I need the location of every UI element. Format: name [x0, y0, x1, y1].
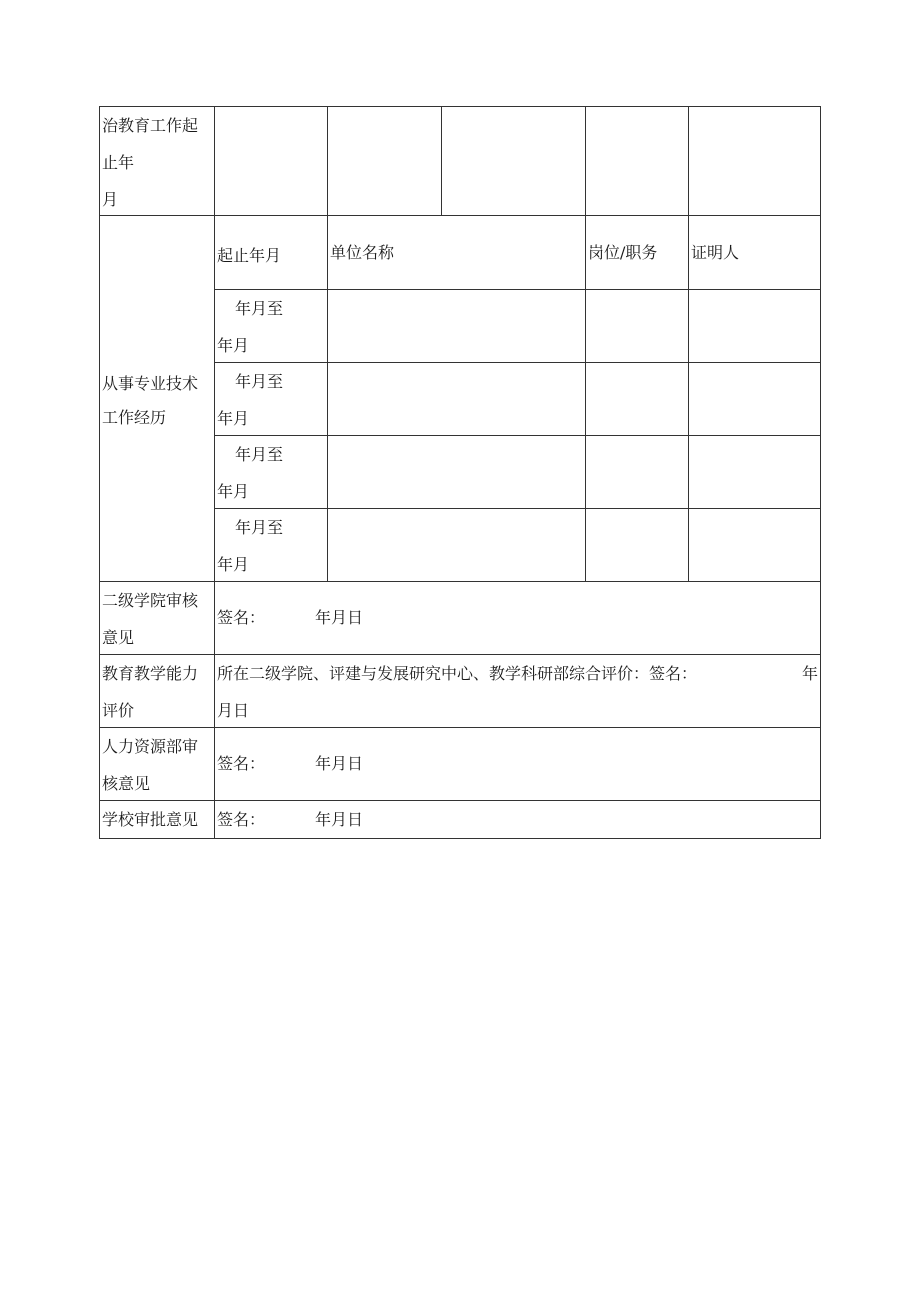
entry-4-unit[interactable]: [327, 508, 586, 582]
hr-review-date: 年月日: [315, 754, 364, 773]
college-review-sign-label: 签名：: [217, 608, 266, 627]
entry-3-period[interactable]: [214, 435, 328, 509]
header-period: 起止年月: [214, 215, 328, 290]
professional-work-label-cell: [99, 215, 215, 582]
school-approval-date: 年月日: [315, 810, 364, 829]
entry-2-period-line1: 年月至: [235, 372, 284, 391]
professional-work-label-line1: 从事专业技术: [102, 374, 199, 393]
entry-1-period-line1: 年月至: [235, 299, 284, 318]
teaching-ability-label-cell: [99, 654, 215, 728]
professional-work-label-line2: 工作经历: [102, 408, 167, 427]
political-edu-label-line3: 月: [102, 190, 119, 209]
teaching-ability-content-cell[interactable]: [214, 654, 821, 728]
entry-2-unit[interactable]: [327, 362, 586, 436]
teaching-ability-date: 月日: [217, 701, 250, 720]
entry-3-period-line2: 年月: [217, 482, 250, 501]
teaching-ability-label-line2: 评价: [102, 701, 135, 720]
hr-review-label-line2: 核意见: [102, 774, 151, 793]
header-position: 岗位/职务: [585, 215, 689, 290]
teaching-ability-evaluation-text: 所在二级学院、评建与发展研究中心、教学科研部综合评价：签名：: [217, 664, 698, 683]
teaching-ability-date-year: 年: [801, 664, 818, 683]
hr-review-label-line1: 人力资源部审: [102, 737, 199, 756]
college-review-date: 年月日: [315, 608, 364, 627]
college-review-label-cell: [99, 581, 215, 655]
hr-review-sign-label: 签名：: [217, 754, 266, 773]
entry-1-unit[interactable]: [327, 289, 586, 363]
entry-4-period-line2: 年月: [217, 555, 250, 574]
entry-4-period-line1: 年月至: [235, 518, 284, 537]
hr-review-label-cell: [99, 727, 215, 801]
entry-2-witness[interactable]: [688, 362, 821, 436]
college-review-label-line1: 二级学院审核: [102, 591, 199, 610]
entry-2-period[interactable]: [214, 362, 328, 436]
entry-1-period[interactable]: [214, 289, 328, 363]
entry-3-witness[interactable]: [688, 435, 821, 509]
header-witness: 证明人: [688, 215, 821, 290]
entry-4-position[interactable]: [585, 508, 689, 582]
political-edu-cell-4[interactable]: [585, 106, 689, 216]
entry-1-period-line2: 年月: [217, 336, 250, 355]
college-review-label-line2: 意见: [102, 628, 135, 647]
political-edu-cell-5[interactable]: [688, 106, 821, 216]
header-unit-name: 单位名称: [327, 215, 689, 290]
political-edu-cell-1[interactable]: [214, 106, 328, 216]
school-approval-sign-label: 签名：: [217, 810, 266, 829]
hr-review-content-cell[interactable]: [214, 727, 821, 801]
school-approval-content-cell[interactable]: [214, 800, 821, 839]
political-edu-label-line2: 止年: [102, 153, 135, 172]
teaching-ability-label-line1: 教育教学能力: [102, 664, 199, 683]
political-edu-cell-2[interactable]: [327, 106, 442, 216]
entry-1-witness[interactable]: [688, 289, 821, 363]
entry-3-unit[interactable]: [327, 435, 586, 509]
entry-2-period-line2: 年月: [217, 409, 250, 428]
entry-4-period[interactable]: [214, 508, 328, 582]
entry-3-position[interactable]: [585, 435, 689, 509]
entry-1-position[interactable]: [585, 289, 689, 363]
entry-4-witness[interactable]: [688, 508, 821, 582]
college-review-content-cell[interactable]: [214, 581, 821, 655]
entry-3-period-line1: 年月至: [235, 445, 284, 464]
school-approval-label-cell: 学校审批意见: [99, 800, 215, 839]
political-edu-label-cell: [99, 106, 215, 216]
political-edu-label-line1: 治教育工作起: [102, 116, 199, 135]
entry-2-position[interactable]: [585, 362, 689, 436]
political-edu-cell-3[interactable]: [441, 106, 586, 216]
application-form-table: [99, 106, 821, 839]
